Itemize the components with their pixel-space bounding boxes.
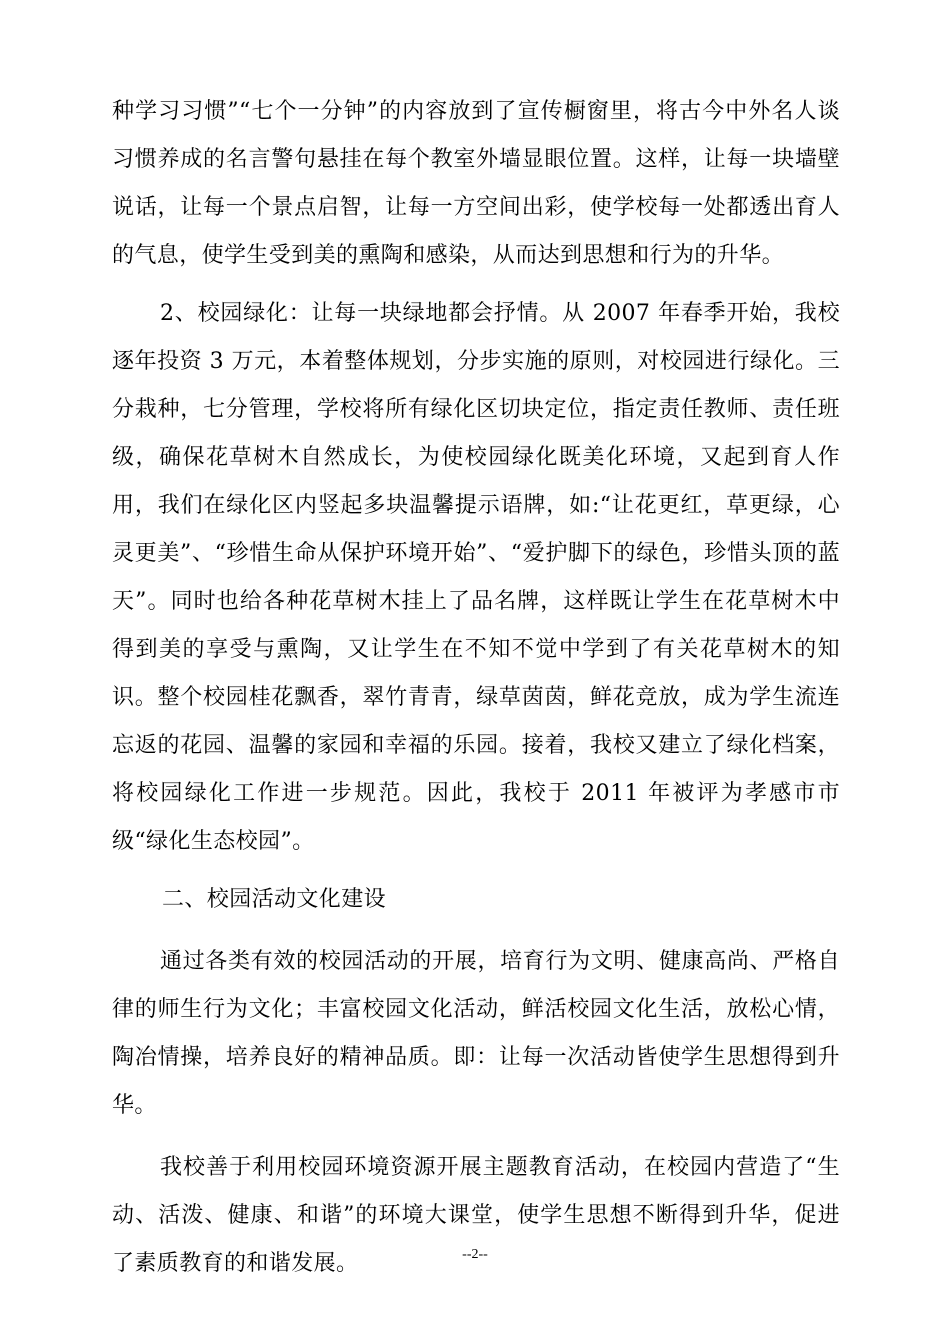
- paragraph-activities-intro: 通过各类有效的校园活动的开展，培育行为文明、健康高尚、严格自律的师生行为文化；丰富校园文化活动，鲜活校园文化生活，放松心情，陶冶情操，培养良好的精神品质。即：让每一次活动皆使学生思想得到升华。: [112, 949, 840, 1118]
- paragraph-theme-education: 我校善于利用校园环境资源开展主题教育活动，在校园内营造了“生动、活泼、健康、和谐”的环境大课堂，使学生思想不断得到升华，促进了素质教育的和谐发展。: [112, 1155, 840, 1276]
- body-text: [112, 88, 840, 1288]
- page-number: --2--: [462, 1247, 488, 1262]
- paragraph-continuation: 种学习习惯”“七个一分钟”的内容放到了宣传橱窗里，将古今中外名人谈习惯养成的名言警句悬挂在每个教室外墙显眼位置。这样，让每一块墙壁说话，让每一个景点启智，让每一方空间出彩，使学校每一处都透出育人的气息，使学生受到美的熏陶和感染，从而达到思想和行为的升华。: [112, 99, 840, 268]
- section-heading-campus-activity-culture: 二、校园活动文化建设: [162, 887, 387, 912]
- paragraph-campus-greening: 2、校园绿化：让每一块绿地都会抒情。从 2007 年春季开始，我校逐年投资 3 万元，本着整体规划，分步实施的原则，对校园进行绿化。三分栽种，七分管理，学校将所有绿化区切块定位，指定责任教师、责任班级，确保花草树木自然成长，为使校园绿化既美化环境，又起到育人作用，我们在绿化区内竖起多块温馨提示语牌，如:“让花更红，草更绿，心灵更美”、“珍惜生命从保护环境开始”、“爱护脚下的绿色，珍惜头顶的蓝天”。同时也给各种花草树木挂上了品名牌，这样既让学生在花草树木中得到美的享受与熏陶，又让学生在不知不觉中学到了有关花草树木的知识。整个校园桂花飘香，翠竹青青，绿草茵茵，鲜花竞放，成为学生流连忘返的花园、温馨的家园和幸福的乐园。接着，我校又建立了绿化档案，将校园绿化工作进一步规范。因此，我校于 2011 年被评为孝感市市级“绿化生态校园”。: [112, 301, 840, 854]
